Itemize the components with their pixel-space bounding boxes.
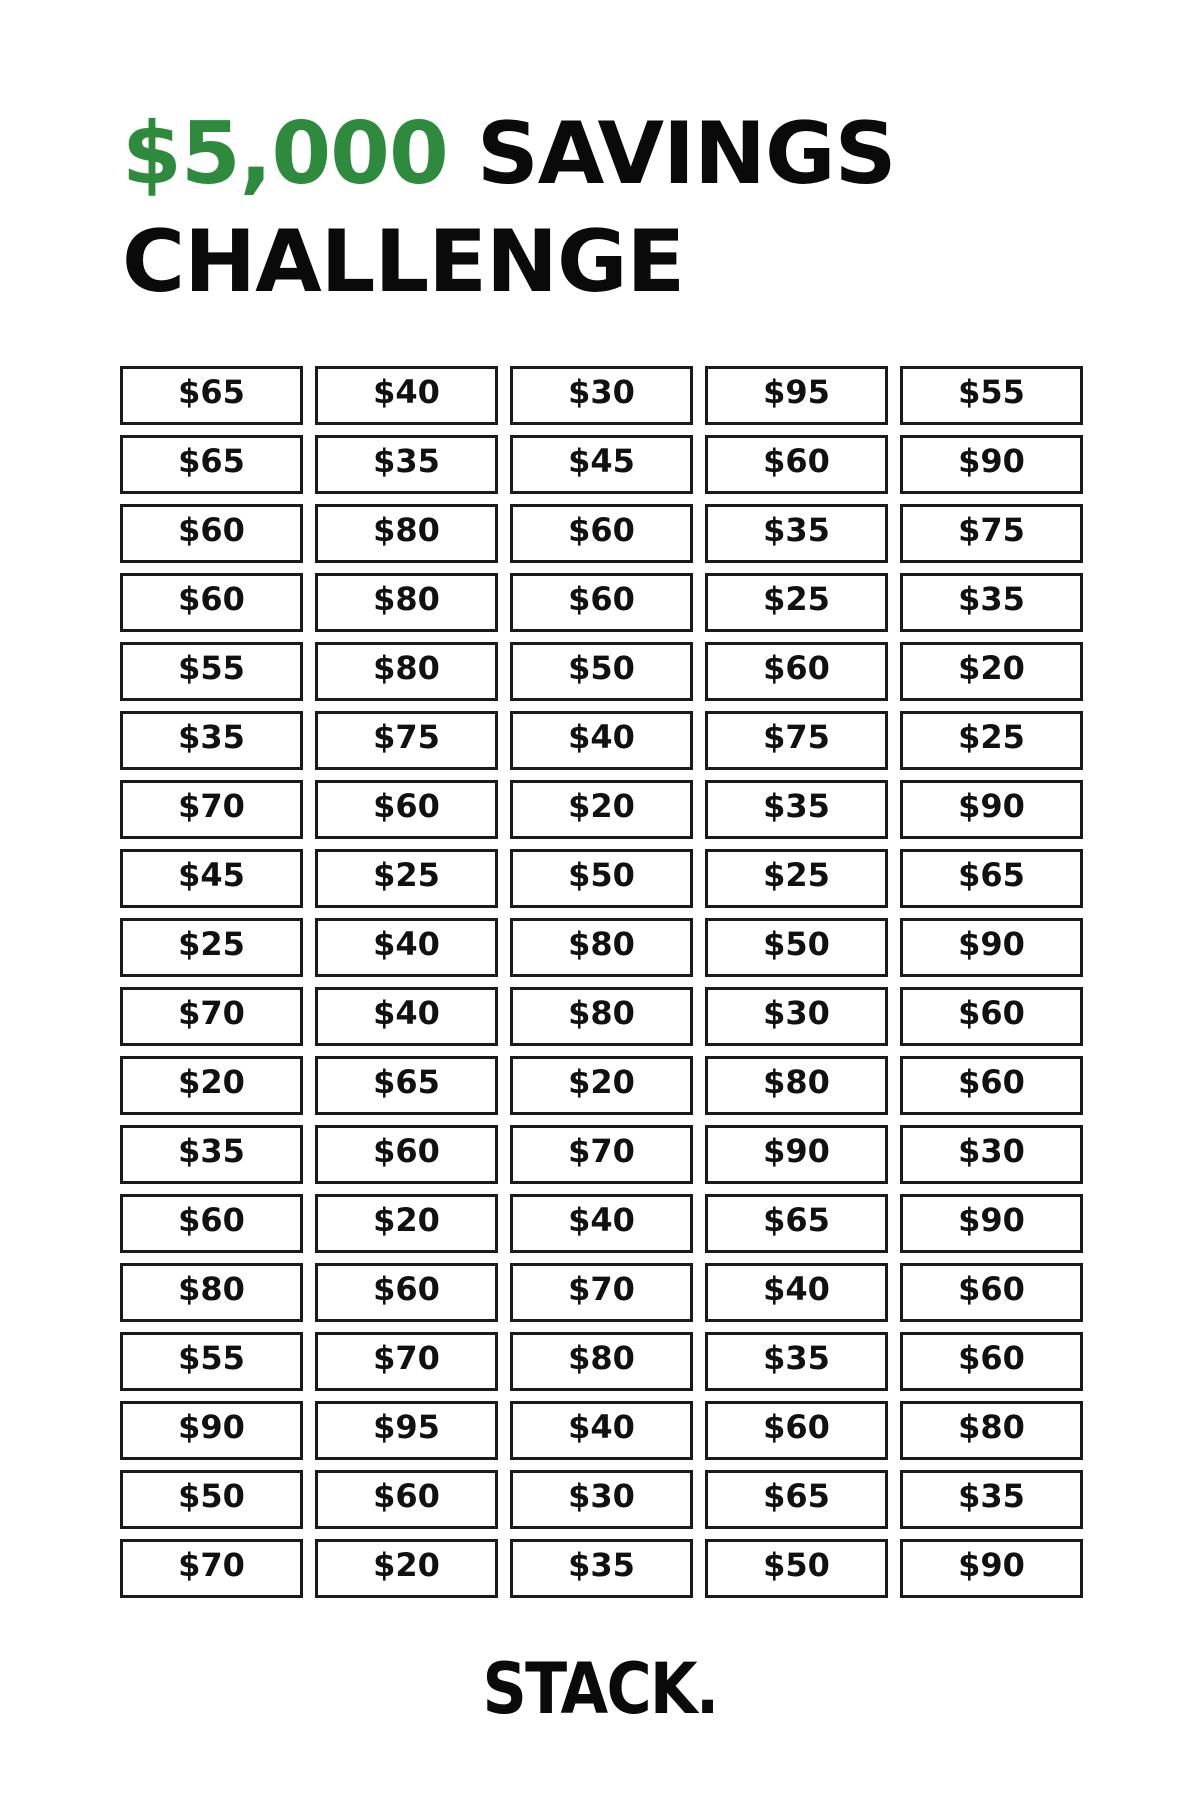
savings-cell[interactable]: $80	[315, 573, 498, 632]
savings-cell[interactable]: $25	[315, 849, 498, 908]
savings-cell[interactable]: $65	[315, 1056, 498, 1115]
savings-cell[interactable]: $60	[315, 1125, 498, 1184]
savings-cell[interactable]: $65	[705, 1470, 888, 1529]
savings-cell[interactable]: $90	[900, 918, 1083, 977]
savings-cell[interactable]: $60	[315, 780, 498, 839]
savings-cell[interactable]: $35	[705, 780, 888, 839]
savings-cell[interactable]: $60	[510, 504, 693, 563]
savings-cell[interactable]: $25	[900, 711, 1083, 770]
brand-logo: STACK.	[482, 1648, 718, 1730]
savings-cell[interactable]: $40	[315, 918, 498, 977]
savings-cell[interactable]: $70	[315, 1332, 498, 1391]
savings-cell[interactable]: $20	[510, 1056, 693, 1115]
savings-cell[interactable]: $20	[900, 642, 1083, 701]
savings-cell[interactable]: $55	[900, 366, 1083, 425]
savings-cell[interactable]: $60	[510, 573, 693, 632]
savings-cell[interactable]: $20	[315, 1539, 498, 1598]
savings-cell[interactable]: $20	[120, 1056, 303, 1115]
savings-cell[interactable]: $70	[510, 1263, 693, 1322]
savings-cell[interactable]: $50	[705, 1539, 888, 1598]
savings-cell[interactable]: $35	[120, 711, 303, 770]
savings-cell[interactable]: $80	[510, 1332, 693, 1391]
savings-cell[interactable]: $90	[900, 435, 1083, 494]
savings-cell[interactable]: $25	[120, 918, 303, 977]
savings-cell[interactable]: $45	[510, 435, 693, 494]
savings-cell[interactable]: $50	[510, 642, 693, 701]
savings-cell[interactable]: $75	[315, 711, 498, 770]
savings-cell[interactable]: $60	[705, 435, 888, 494]
savings-cell[interactable]: $45	[120, 849, 303, 908]
savings-cell[interactable]: $65	[120, 435, 303, 494]
savings-cell[interactable]: $35	[510, 1539, 693, 1598]
savings-cell[interactable]: $65	[900, 849, 1083, 908]
savings-cell[interactable]: $60	[705, 1401, 888, 1460]
savings-cell[interactable]: $65	[120, 366, 303, 425]
savings-cell[interactable]: $60	[900, 1332, 1083, 1391]
savings-cell[interactable]: $60	[120, 504, 303, 563]
savings-cell[interactable]: $90	[120, 1401, 303, 1460]
savings-cell[interactable]: $60	[315, 1263, 498, 1322]
savings-cell[interactable]: $75	[705, 711, 888, 770]
savings-cell[interactable]: $55	[120, 1332, 303, 1391]
savings-cell[interactable]: $55	[120, 642, 303, 701]
savings-cell[interactable]: $80	[900, 1401, 1083, 1460]
savings-cell[interactable]: $35	[315, 435, 498, 494]
savings-cell[interactable]: $75	[900, 504, 1083, 563]
savings-cell[interactable]: $40	[315, 987, 498, 1046]
savings-cell[interactable]: $40	[315, 366, 498, 425]
savings-cell[interactable]: $90	[900, 780, 1083, 839]
savings-cell[interactable]: $35	[705, 504, 888, 563]
title-amount: $5,000	[122, 104, 448, 204]
savings-cell[interactable]: $30	[510, 1470, 693, 1529]
savings-cell[interactable]: $30	[900, 1125, 1083, 1184]
savings-cell[interactable]: $35	[120, 1125, 303, 1184]
savings-cell[interactable]: $50	[705, 918, 888, 977]
savings-cell[interactable]: $65	[705, 1194, 888, 1253]
savings-grid	[120, 366, 1084, 1598]
savings-cell[interactable]: $80	[510, 918, 693, 977]
savings-cell[interactable]: $35	[705, 1332, 888, 1391]
savings-cell[interactable]: $40	[510, 711, 693, 770]
savings-cell[interactable]: $40	[705, 1263, 888, 1322]
savings-cell[interactable]: $80	[315, 642, 498, 701]
title-savings: SAVINGS	[447, 104, 896, 204]
savings-cell[interactable]: $35	[900, 573, 1083, 632]
savings-cell[interactable]: $60	[120, 573, 303, 632]
savings-cell[interactable]: $60	[900, 1263, 1083, 1322]
savings-cell[interactable]: $80	[510, 987, 693, 1046]
savings-cell[interactable]: $40	[510, 1401, 693, 1460]
savings-cell[interactable]: $25	[705, 573, 888, 632]
savings-cell[interactable]: $30	[510, 366, 693, 425]
savings-cell[interactable]: $90	[900, 1539, 1083, 1598]
savings-cell[interactable]: $70	[510, 1125, 693, 1184]
savings-cell[interactable]: $95	[315, 1401, 498, 1460]
savings-cell[interactable]: $60	[315, 1470, 498, 1529]
savings-cell[interactable]: $70	[120, 780, 303, 839]
savings-cell[interactable]: $20	[510, 780, 693, 839]
savings-cell[interactable]: $95	[705, 366, 888, 425]
savings-cell[interactable]: $90	[705, 1125, 888, 1184]
title-challenge: CHALLENGE	[122, 212, 685, 312]
page-title	[122, 100, 896, 316]
savings-cell[interactable]: $80	[705, 1056, 888, 1115]
savings-cell[interactable]: $30	[705, 987, 888, 1046]
savings-cell[interactable]: $60	[120, 1194, 303, 1253]
savings-cell[interactable]: $70	[120, 1539, 303, 1598]
savings-cell[interactable]: $50	[510, 849, 693, 908]
savings-cell[interactable]: $60	[705, 642, 888, 701]
savings-cell[interactable]: $60	[900, 987, 1083, 1046]
savings-cell[interactable]: $90	[900, 1194, 1083, 1253]
savings-cell[interactable]: $25	[705, 849, 888, 908]
savings-cell[interactable]: $20	[315, 1194, 498, 1253]
savings-cell[interactable]: $50	[120, 1470, 303, 1529]
savings-cell[interactable]: $70	[120, 987, 303, 1046]
savings-cell[interactable]: $35	[900, 1470, 1083, 1529]
savings-cell[interactable]: $60	[900, 1056, 1083, 1115]
savings-cell[interactable]: $80	[120, 1263, 303, 1322]
savings-cell[interactable]: $80	[315, 504, 498, 563]
savings-cell[interactable]: $40	[510, 1194, 693, 1253]
